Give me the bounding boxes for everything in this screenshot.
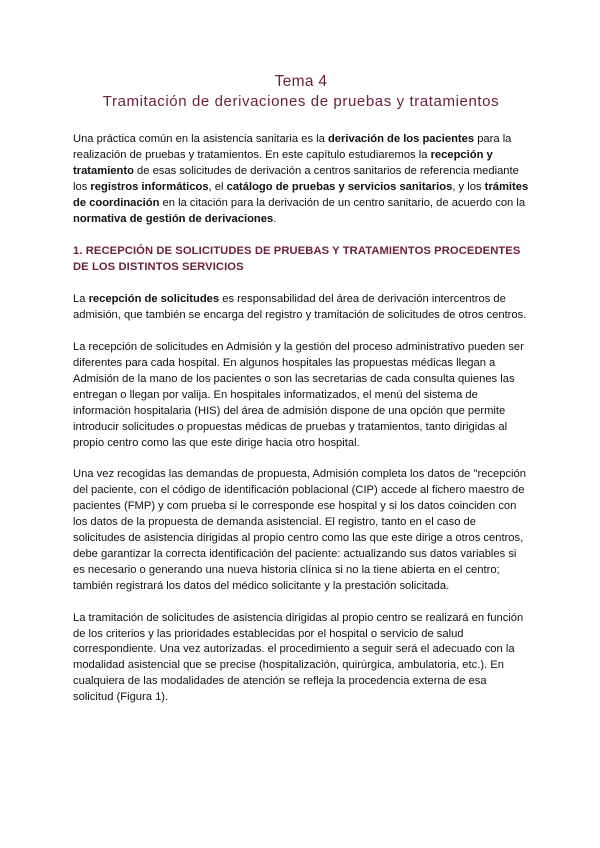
body-paragraph-1: La recepción de solicitudes es responsabilidad del área de derivación intercentros de admisión, que también se encarga del registro y tramitación de solicitudes de otros centros.: [73, 293, 527, 322]
body-paragraph-4: La tramitación de solicitudes de asistencia dirigidas al propio centro se realizará en función de los criterios y las prioridades establecidas por el hospital o servicio de salud correspondiente. Una vez autorizadas. el procedimiento a seguir será el adecuado con la modalidad asistencial que se precise (hospitalización, quirúrgica, ambulatoria, etc.). En cualquiera de las modalidades de atención se refleja la procedencia externa de esa solicitud (Figura 1).: [73, 611, 524, 704]
intro-paragraph: Una práctica común en la asistencia sanitaria es la derivación de los pacientes para la realización de pruebas y tratamientos. En este capítulo estudiaremos la recepción y tratamiento de esas solicitudes de derivación a centros sanitarios de referencia mediante los registros informáticos, el catálogo de pruebas y servicios sanitarios, y los trámites de coordinación en la citación para la derivación de un centro sanitario, de acuerdo con la normativa de gestión de derivaciones.: [73, 133, 529, 225]
document-page: [73, 72, 529, 706]
body-paragraph-3: Una vez recogidas las demandas de propuesta, Admisión completa los datos de "recepción del paciente, con el código de identificación poblacional (CIP) accede al fichero maestro de pacientes (FMP) y com prueba si le corresponde ese hospital y si los datos coinciden con los datos de la propuesta de demanda asistencial. El registro, tanto en el caso de solicitudes de asistencia dirigidas al propio centro como las que este dirige a otros centros, debe garantizar la correcta identificación del paciente: actualizando sus datos variables si es necesario o generando una nueva historia clínica si no la tiene abierta en el centro; también registrará los datos del médico solicitante y la prestación solicitada.: [73, 468, 526, 592]
chapter-number: Tema 4: [274, 73, 328, 90]
section-heading: 1. RECEPCIÓN DE SOLICITUDES DE PRUEBAS Y TRATAMIENTOS PROCEDENTES DE LOS DISTINTOS SERVICIOS: [73, 245, 521, 274]
chapter-title: Tramitación de derivaciones de pruebas y tratamientos: [102, 93, 500, 110]
body-paragraph-2: La recepción de solicitudes en Admisión y la gestión del proceso administrativo pueden ser diferentes para cada hospital. En algunos hospitales las propuestas médicas llegan a Admisión de la mano de los pacientes o son las secretarias de cada consulta quienes las entregan o llegan por valija. En hospitales informatizados, el menú del sistema de información hospitalaria (HIS) del área de admisión dispone de una opción que permite introducir solicitudes o propuestas médicas de pruebas y tratamientos, tanto dirigidas al propio centro como las que este dirige hacia otro hospital.: [73, 341, 524, 449]
